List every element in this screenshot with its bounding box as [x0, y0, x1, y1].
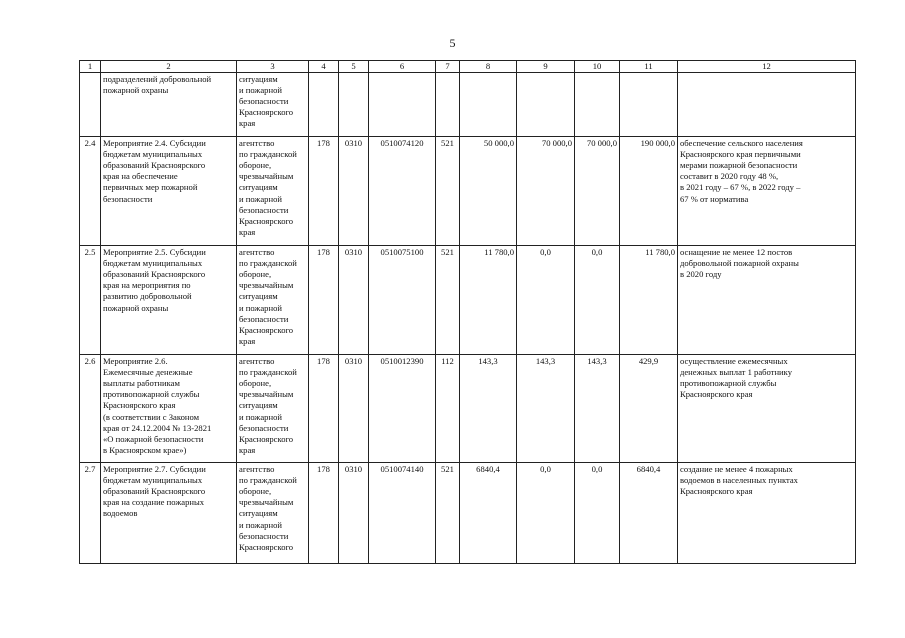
amount-2021-cell: 143,3: [517, 355, 575, 463]
vr-cell: [436, 73, 460, 137]
amount-total-cell: [620, 73, 678, 137]
header-cell: 5: [339, 61, 369, 73]
csr-cell: 0510074120: [369, 137, 436, 246]
amount-total-cell: 190 000,0: [620, 137, 678, 246]
header-cell: 8: [460, 61, 517, 73]
activity-name-cell: подразделений добровольной пожарной охраны: [101, 73, 237, 137]
expected-result-cell: [678, 73, 856, 137]
amount-2020-cell: [460, 73, 517, 137]
row-number-cell: 2.6: [80, 355, 101, 463]
activity-name-cell: Мероприятие 2.6. Ежемесячные денежные выплаты работникам противопожарной службы Красноярского края (в соответствии с Законом края от 24.12.2004 № 13-2821 «О пожарной безопасности в Красноярском крае»): [101, 355, 237, 463]
table-row: [80, 137, 856, 246]
row-number-cell: [80, 73, 101, 137]
program-activities-table: [79, 60, 856, 564]
amount-2021-cell: 70 000,0: [517, 137, 575, 246]
rzpr-cell: 0310: [339, 463, 369, 564]
executor-cell: агентство по гражданской обороне, чрезвычайным ситуациям и пожарной безопасности Красноярского края: [237, 355, 309, 463]
table-header-row: [80, 61, 856, 73]
executor-cell: агентство по гражданской обороне, чрезвычайным ситуациям и пожарной безопасности Красноярского края: [237, 246, 309, 355]
amount-2022-cell: 0,0: [575, 463, 620, 564]
grbs-cell: 178: [309, 137, 339, 246]
amount-2020-cell: 11 780,0: [460, 246, 517, 355]
expected-result-cell: осуществление ежемесячных денежных выплат 1 работнику противопожарной службы Красноярского края: [678, 355, 856, 463]
header-cell: 1: [80, 61, 101, 73]
grbs-cell: 178: [309, 463, 339, 564]
header-cell: 11: [620, 61, 678, 73]
row-number-cell: 2.4: [80, 137, 101, 246]
activity-name-cell: Мероприятие 2.5. Субсидии бюджетам муниципальных образований Красноярского края на мероприятия по развитию добровольной пожарной охраны: [101, 246, 237, 355]
expected-result-cell: создание не менее 4 пожарных водоемов в населенных пунктах Красноярского края: [678, 463, 856, 564]
amount-total-cell: 429,9: [620, 355, 678, 463]
amount-2022-cell: 143,3: [575, 355, 620, 463]
header-cell: 4: [309, 61, 339, 73]
amount-total-cell: 11 780,0: [620, 246, 678, 355]
csr-cell: 0510074140: [369, 463, 436, 564]
expected-result-cell: обеспечение сельского населения Красноярского края первичными мерами пожарной безопасности составит в 2020 году 48 %, в 2021 году – 67 %, в 2022 году – 67 % от норматива: [678, 137, 856, 246]
rzpr-cell: 0310: [339, 355, 369, 463]
header-cell: 7: [436, 61, 460, 73]
grbs-cell: 178: [309, 246, 339, 355]
expected-result-cell: оснащение не менее 12 постов добровольной пожарной охраны в 2020 году: [678, 246, 856, 355]
header-cell: 10: [575, 61, 620, 73]
table-row: [80, 355, 856, 463]
rzpr-cell: [339, 73, 369, 137]
rzpr-cell: 0310: [339, 137, 369, 246]
amount-2020-cell: 6840,4: [460, 463, 517, 564]
row-number-cell: 2.5: [80, 246, 101, 355]
header-cell: 3: [237, 61, 309, 73]
executor-cell: ситуациям и пожарной безопасности Красноярского края: [237, 73, 309, 137]
csr-cell: 0510075100: [369, 246, 436, 355]
vr-cell: 521: [436, 463, 460, 564]
executor-cell: агентство по гражданской обороне, чрезвычайным ситуациям и пожарной безопасности Красноярского края: [237, 137, 309, 246]
amount-2020-cell: 50 000,0: [460, 137, 517, 246]
vr-cell: 521: [436, 246, 460, 355]
page-number: 5: [449, 36, 456, 50]
table-row: [80, 73, 856, 137]
grbs-cell: 178: [309, 355, 339, 463]
executor-cell: агентство по гражданской обороне, чрезвычайным ситуациям и пожарной безопасности Красноярского: [237, 463, 309, 564]
table-row: [80, 463, 856, 564]
activity-name-cell: Мероприятие 2.4. Субсидии бюджетам муниципальных образований Красноярского края на обеспечение первичных мер пожарной безопасности: [101, 137, 237, 246]
table-row: [80, 246, 856, 355]
header-cell: 6: [369, 61, 436, 73]
row-number-cell: 2.7: [80, 463, 101, 564]
vr-cell: 112: [436, 355, 460, 463]
amount-2022-cell: 0,0: [575, 246, 620, 355]
csr-cell: 0510012390: [369, 355, 436, 463]
amount-2021-cell: [517, 73, 575, 137]
header-cell: 12: [678, 61, 856, 73]
header-cell: 2: [101, 61, 237, 73]
amount-total-cell: 6840,4: [620, 463, 678, 564]
rzpr-cell: 0310: [339, 246, 369, 355]
header-cell: 9: [517, 61, 575, 73]
amount-2022-cell: 70 000,0: [575, 137, 620, 246]
amount-2020-cell: 143,3: [460, 355, 517, 463]
amount-2021-cell: 0,0: [517, 463, 575, 564]
vr-cell: 521: [436, 137, 460, 246]
amount-2022-cell: [575, 73, 620, 137]
csr-cell: [369, 73, 436, 137]
grbs-cell: [309, 73, 339, 137]
activity-name-cell: Мероприятие 2.7. Субсидии бюджетам муниципальных образований Красноярского края на создание пожарных водоемов: [101, 463, 237, 564]
amount-2021-cell: 0,0: [517, 246, 575, 355]
